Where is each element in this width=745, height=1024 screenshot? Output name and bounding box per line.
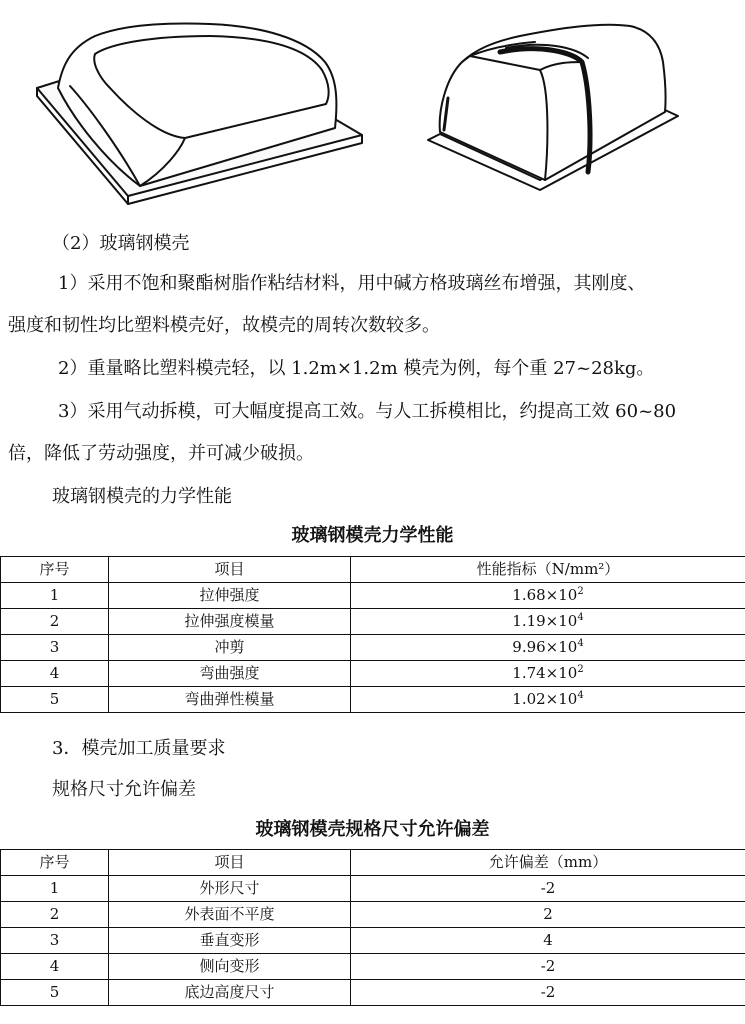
table-header-row [1,850,745,876]
row-value: -2 [351,954,745,980]
row-value: 2 [351,902,745,928]
paragraph-2: 2）重量略比塑料模壳轻，以 1.2m×1.2m 模壳为例，每个重 27~28kg。 [58,358,655,379]
row-number: 3 [1,928,109,954]
row-value: $1.02\times 10^4$ [351,687,745,713]
row-number: 4 [1,954,109,980]
row-value: $9.96\times 10^4$ [351,635,745,661]
paragraph-3-line-2: 倍，降低了劳动强度，并可减少破损。 [8,443,314,464]
table-row [1,876,745,902]
row-item: 冲剪 [109,635,351,661]
tall-shell-figure [428,25,678,190]
header-cell: 项目 [109,850,351,876]
paragraph-1-line-2: 强度和韧性均比塑料模壳好，故模壳的周转次数较多。 [8,315,440,336]
row-number: 1 [1,876,109,902]
row-number: 2 [1,902,109,928]
table-row [1,902,745,928]
row-number: 3 [1,635,109,661]
row-number: 5 [1,687,109,713]
mechanical-properties-intro: 玻璃钢模壳的力学性能 [52,486,232,507]
row-value: $1.19\times 10^4$ [351,609,745,635]
row-item: 底边高度尺寸 [109,980,351,1006]
tolerance-intro: 规格尺寸允许偏差 [52,779,196,800]
table-row [1,583,745,609]
row-number: 4 [1,661,109,687]
paragraph-3-line-1: 3）采用气动拆模，可大幅度提高工效。与人工拆模相比，约提高工效 60~80 [58,401,677,422]
row-item: 外表面不平度 [109,902,351,928]
header-cell: 性能指标（N/mm²） [351,557,745,583]
row-item: 拉伸强度模量 [109,609,351,635]
table-row [1,609,745,635]
mechanical-properties-table [0,556,745,713]
row-value: $1.74\times 10^2$ [351,661,745,687]
table-row [1,954,745,980]
table-row [1,635,745,661]
quality-requirements-heading: 3．模壳加工质量要求 [52,738,226,759]
row-number: 5 [1,980,109,1006]
formwork-illustrations [0,0,745,215]
row-item: 弯曲弹性模量 [109,687,351,713]
header-cell: 项目 [109,557,351,583]
dimension-tolerance-table [0,849,745,1006]
row-item: 垂直变形 [109,928,351,954]
row-item: 侧向变形 [109,954,351,980]
table-2-title: 玻璃钢模壳规格尺寸允许偏差 [255,819,490,840]
row-value: $1.68\times 10^2$ [351,583,745,609]
row-value: -2 [351,876,745,902]
header-cell: 允许偏差（mm） [351,850,745,876]
row-value: -2 [351,980,745,1006]
table-row [1,661,745,687]
row-number: 2 [1,609,109,635]
table-row [1,928,745,954]
row-item: 外形尺寸 [109,876,351,902]
row-item: 拉伸强度 [109,583,351,609]
table-1-title: 玻璃钢模壳力学性能 [291,525,454,546]
row-item: 弯曲强度 [109,661,351,687]
table-row [1,687,745,713]
table-header-row [1,557,745,583]
row-value: 4 [351,928,745,954]
row-number: 1 [1,583,109,609]
section-heading: （2）玻璃钢模壳 [52,233,190,254]
flat-shell-figure [37,24,362,205]
paragraph-1-line-1: 1）采用不饱和聚酯树脂作粘结材料，用中碱方格玻璃丝布增强，其刚度、 [58,273,646,294]
header-cell: 序号 [1,850,109,876]
table-row [1,980,745,1006]
header-cell: 序号 [1,557,109,583]
